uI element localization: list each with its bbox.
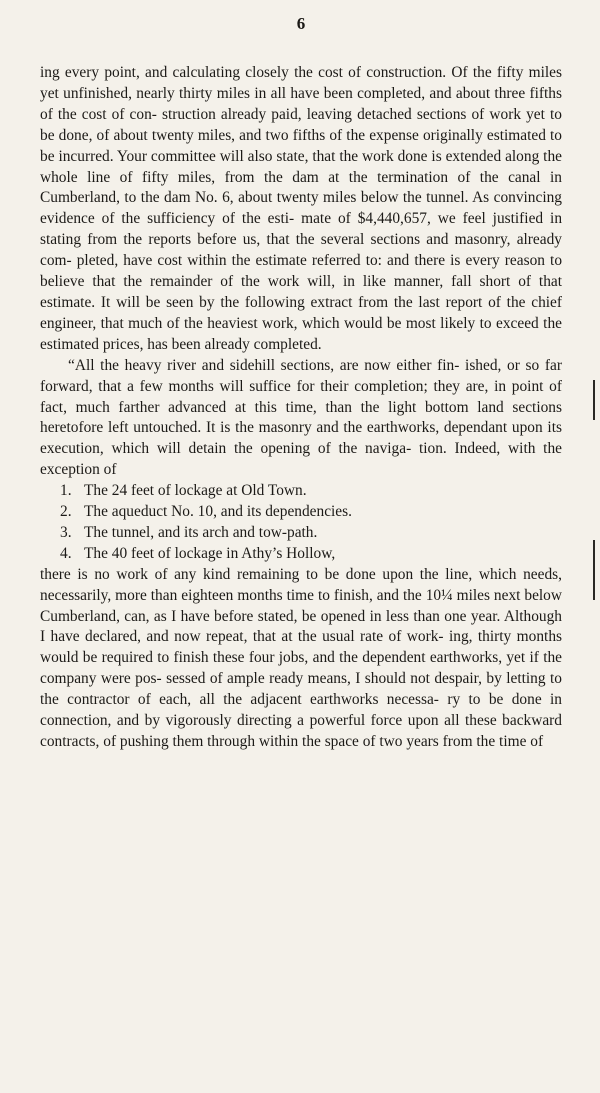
- text-line: exceed the estimated prices, has been already completed.: [40, 314, 562, 353]
- text-line: them through within the space of two years from the time of: [172, 733, 544, 750]
- text-line: struction already paid, leaving detached sections of work yet: [161, 105, 545, 123]
- text-line: Of the fifty miles yet unfinished, nearly thirty miles in all: [40, 64, 562, 102]
- list-text: The 24 feet of lockage at Old Town.: [84, 482, 307, 500]
- list-text: The tunnel, and its arch and tow-path.: [84, 523, 318, 541]
- paragraph-2-quote: [40, 356, 562, 481]
- list-text: The 40 feet of lockage in Athy’s Hollow,: [84, 544, 336, 562]
- text-line: ry to be done in connection, and by vigorously directing a: [40, 691, 562, 730]
- text-line: mate of $4,440,657, we feel justified in stating from the reports: [40, 210, 563, 249]
- document-page: [40, 14, 562, 753]
- text-line: to the contractor of each, all the adjacent earthworks necessa-: [40, 670, 562, 709]
- list-text: The aqueduct No. 10, and its dependencies.: [84, 503, 352, 521]
- text-line: have before stated, be opened in less than one year. Although: [180, 607, 562, 625]
- text-line: sessed of ample ready means, I should not despair, by letting: [166, 670, 546, 688]
- text-line: like manner, fall short of that estimate. It will be seen by: [40, 273, 562, 311]
- text-line: upon its execution, which will detain the opening of the naviga-: [40, 419, 562, 458]
- text-line: tunnel. As convincing evidence of the sufficiency of the esti-: [40, 189, 563, 228]
- page-number: 6: [296, 14, 306, 33]
- paragraph-1: [40, 63, 562, 356]
- list-item: [40, 544, 562, 565]
- text-line: before us, that the several sections and masonry, already com-: [40, 231, 562, 270]
- numbered-list: [40, 481, 562, 565]
- text-line: pleted, have cost within the estimate referred to: and there is: [76, 252, 461, 270]
- text-line: the following extract from the last report of the chief engineer,: [40, 293, 562, 332]
- list-item: [40, 502, 562, 523]
- text-line: tion. Indeed, with the exception of: [40, 440, 562, 479]
- text-line: ing, thirty months would be required to finish these four jobs,: [40, 628, 562, 667]
- list-item: [40, 523, 562, 544]
- list-number: 1.: [60, 482, 72, 500]
- list-number: 3.: [60, 523, 72, 541]
- edge-mark: [593, 540, 595, 600]
- text-line: to be done, of about twenty miles, and two fifths of the expense: [40, 105, 562, 144]
- text-line: and the dependent earthworks, yet if the company were pos-: [40, 649, 562, 688]
- text-line: completion; they are, in point of fact, much farther advanced at: [40, 377, 562, 416]
- text-line: I have declared, and now repeat, that at the usual rate of work-: [40, 628, 444, 646]
- text-line: originally estimated to be incurred. Your committee will: [40, 126, 562, 165]
- text-line: Cumberland, to the dam No. 6, about twenty miles below the: [40, 189, 422, 207]
- edge-mark: [593, 380, 595, 420]
- text-line: that much of the heaviest work, which would be most likely to: [100, 314, 492, 332]
- text-line: there is no work of any kind remaining to be done upon the: [40, 565, 439, 583]
- text-line: line, which needs, necessarily, more than eighteen months time: [40, 565, 562, 604]
- text-line: of fifty miles, from the dam at the termination of the canal in: [119, 168, 562, 186]
- text-line: untouched. It is the masonry and the earthworks, dependant: [133, 419, 508, 437]
- list-item: [40, 481, 562, 502]
- text-line: this time, than the light bottom land sections heretofore left: [40, 398, 562, 437]
- text-line: ing every point, and calculating closely the cost of construction.: [40, 64, 447, 81]
- list-number: 2.: [60, 503, 72, 521]
- text-line: to finish, and the 10¼ miles next below Cumberland, can, as I: [40, 586, 562, 625]
- text-line: ished, or so far forward, that a few months will suffice for their: [40, 356, 562, 395]
- text-line: every reason to believe that the remainder of the work will, in: [40, 252, 563, 291]
- list-number: 4.: [60, 544, 72, 562]
- text-line: powerful force upon all these backward contracts, of pushing: [40, 712, 562, 750]
- text-line: also state, that the work done is extended along the whole line: [40, 147, 562, 186]
- text-line: “All the heavy river and sidehill sections, are now either fin-: [68, 356, 460, 374]
- paragraph-3: [40, 565, 562, 753]
- text-line: have been completed, and about three fifths of the cost of con-: [40, 84, 562, 123]
